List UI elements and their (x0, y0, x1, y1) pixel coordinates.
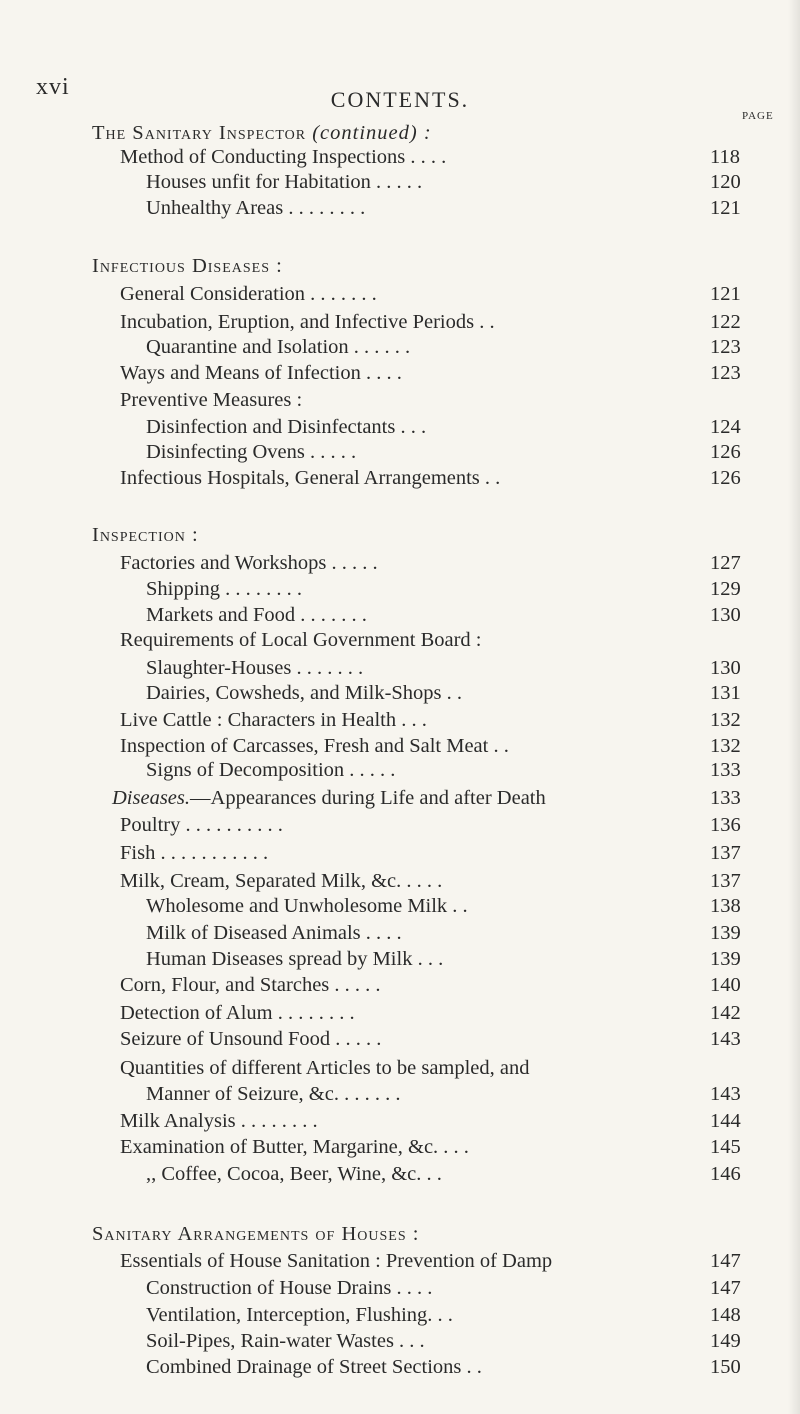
entry-title-text: ,, Coffee, Cocoa, Beer, Wine, &c. . . (146, 1163, 442, 1185)
entry-title-text: Manner of Seizure, &c. . . . . . . (146, 1083, 401, 1105)
entry-title-text: Combined Drainage of Street Sections . . (146, 1356, 482, 1378)
entry-title (146, 757, 395, 784)
entry-title-text: Houses unfit for Habitation . . . . . (146, 171, 423, 193)
entry-page-number: 143 (710, 1028, 741, 1050)
entry-title (112, 785, 546, 812)
entry-title-text: The Sanitary Inspector (92, 122, 313, 144)
entry-title-text: Incubation, Eruption, and Infective Periods . . (120, 311, 495, 333)
contents-entry (0, 144, 800, 171)
entry-title (120, 281, 377, 308)
contents-entry (0, 812, 800, 839)
entry-title (146, 602, 367, 629)
entry-title (120, 1000, 355, 1027)
contents-entry (0, 1055, 800, 1082)
entry-title (146, 946, 443, 973)
entry-title (120, 707, 427, 734)
entry-title (120, 1108, 318, 1135)
entry-title-text: Inspection of Carcasses, Fresh and Salt Meat . . (120, 735, 509, 757)
entry-page-number: 136 (710, 814, 741, 836)
entry-page-number: 133 (710, 759, 741, 781)
entry-title-text: Soil-Pipes, Rain-water Wastes . . . (146, 1330, 425, 1352)
entry-page-number: 127 (710, 552, 741, 574)
entry-title-text: Fish . . . . . . . . . . . (120, 842, 269, 864)
entry-page-number: 139 (710, 948, 741, 970)
entry-title (146, 334, 410, 361)
entry-title (120, 465, 500, 492)
contents-section-heading (0, 120, 800, 147)
entry-title (146, 1275, 432, 1302)
entry-title (120, 387, 302, 414)
contents-entry (0, 309, 800, 336)
entry-title-text: Signs of Decomposition . . . . . (146, 759, 396, 781)
entry-page-number: 121 (710, 197, 741, 219)
entry-title (92, 522, 199, 549)
contents-entry (0, 1134, 800, 1161)
entry-title-text: Disinfection and Disinfectants . . . (146, 416, 427, 438)
entry-title (146, 1328, 425, 1355)
entry-title (120, 360, 402, 387)
entry-title-text: Milk of Diseased Animals . . . . (146, 922, 402, 944)
entry-title (120, 972, 381, 999)
entry-page-number: 120 (710, 171, 741, 193)
entry-title-suffix: —Appearances during Life and after Death (190, 787, 546, 809)
contents-entry (0, 868, 800, 895)
entry-title (146, 1161, 442, 1188)
contents-entry (0, 1328, 800, 1355)
entry-title-text: Inspection : (92, 524, 199, 546)
contents-entry (0, 550, 800, 577)
entry-page-number: 129 (710, 578, 741, 600)
entry-title (120, 550, 378, 577)
entry-title (146, 920, 402, 947)
contents-entry (0, 680, 800, 707)
entry-page-number: 138 (710, 895, 741, 917)
contents-entry (0, 281, 800, 308)
contents-entry (0, 1026, 800, 1053)
entry-title-text: Infectious Hospitals, General Arrangements . . (120, 467, 501, 489)
contents-entry (0, 920, 800, 947)
contents-entry (0, 1248, 800, 1275)
contents-entry (0, 785, 800, 812)
entry-title (146, 414, 426, 441)
entry-title-text: Shipping . . . . . . . . (146, 578, 303, 600)
entry-title-text: Disinfecting Ovens . . . . . (146, 441, 357, 463)
entry-title-text: Requirements of Local Government Board : (120, 629, 482, 651)
running-head: CONTENTS. (330, 87, 470, 112)
entry-title-text: Milk Analysis . . . . . . . . (120, 1110, 318, 1132)
entry-page-number: 132 (710, 709, 741, 731)
page-column-label: PAGE (742, 110, 774, 122)
entry-page-number: 140 (710, 974, 741, 996)
entry-title (146, 655, 363, 682)
contents-entry (0, 602, 800, 629)
entry-page-number: 145 (710, 1136, 741, 1158)
contents-entry (0, 576, 800, 603)
page-folio: xvi (36, 74, 70, 100)
entry-title-text: Seizure of Unsound Food . . . . . (120, 1028, 382, 1050)
contents-section-heading (0, 522, 800, 549)
entry-title (146, 1302, 453, 1329)
entry-title-text: Ways and Means of Infection . . . . (120, 362, 402, 384)
contents-entry (0, 707, 800, 734)
entry-title-text: Ventilation, Interception, Flushing. . . (146, 1304, 453, 1326)
entry-page-number: 143 (710, 1083, 741, 1105)
contents-entry (0, 1081, 800, 1108)
entry-title (120, 812, 283, 839)
entry-page-number: 137 (710, 842, 741, 864)
entry-title-text: Corn, Flour, and Starches . . . . . (120, 974, 381, 996)
contents-entry (0, 169, 800, 196)
entry-title (146, 576, 302, 603)
entry-title (120, 1134, 469, 1161)
entry-title (146, 439, 356, 466)
contents-entry (0, 972, 800, 999)
entry-title (120, 309, 495, 336)
contents-entry (0, 414, 800, 441)
contents-entry (0, 1302, 800, 1329)
contents-section-heading (0, 1221, 800, 1248)
entry-page-number: 122 (710, 311, 741, 333)
entry-title (146, 1354, 482, 1381)
entry-title-text: Quarantine and Isolation . . . . . . (146, 336, 411, 358)
entry-title (120, 1248, 552, 1275)
entry-page-number: 124 (710, 416, 741, 438)
entry-title (120, 144, 446, 171)
entry-title-text: Examination of Butter, Margarine, &c. . . . (120, 1136, 469, 1158)
entry-title-text: Detection of Alum . . . . . . . . (120, 1002, 355, 1024)
entry-title-text: Wholesome and Unwholesome Milk . . (146, 895, 468, 917)
entry-page-number: 139 (710, 922, 741, 944)
entry-title-text: Sanitary Arrangements of Houses : (92, 1223, 420, 1245)
entry-title (146, 893, 468, 920)
contents-entry (0, 1275, 800, 1302)
page-edge-shadow (788, 0, 800, 1414)
entry-page-number: 123 (710, 362, 741, 384)
contents-entry (0, 1000, 800, 1027)
contents-entry (0, 360, 800, 387)
entry-page-number: 132 (710, 735, 741, 757)
contents-entry (0, 1161, 800, 1188)
entry-page-number: 144 (710, 1110, 741, 1132)
entry-title-text: Human Diseases spread by Milk . . . (146, 948, 444, 970)
entry-page-number: 126 (710, 467, 741, 489)
contents-entry (0, 655, 800, 682)
entry-page-number: 147 (710, 1277, 741, 1299)
contents-section-heading (0, 253, 800, 280)
contents-entry (0, 439, 800, 466)
entry-title-text: Preventive Measures : (120, 389, 303, 411)
entry-page-number: 133 (710, 787, 741, 809)
contents-entry (0, 387, 800, 414)
entry-title (146, 169, 422, 196)
entry-title-text: Markets and Food . . . . . . . (146, 604, 367, 626)
entry-page-number: 130 (710, 604, 741, 626)
entry-title-text: General Consideration . . . . . . . (120, 283, 377, 305)
contents-entry (0, 757, 800, 784)
entry-title-text: Infectious Diseases : (92, 255, 283, 277)
contents-entry (0, 840, 800, 867)
entry-page-number: 146 (710, 1163, 741, 1185)
entry-title-text: Quantities of different Articles to be sampled, and (120, 1057, 530, 1079)
entry-title-suffix: (continued) : (312, 122, 432, 144)
entry-title (120, 840, 268, 867)
entry-title-text: Live Cattle : Characters in Health . . . (120, 709, 427, 731)
entry-title (146, 195, 365, 222)
entry-title-text: Milk, Cream, Separated Milk, &c. . . . . (120, 870, 443, 892)
entry-page-number: 150 (710, 1356, 741, 1378)
entry-page-number: 131 (710, 682, 741, 704)
entry-page-number: 123 (710, 336, 741, 358)
contents-entry (0, 627, 800, 654)
contents-entry (0, 733, 800, 760)
entry-title-text: Essentials of House Sanitation : Prevention of Damp (120, 1250, 553, 1272)
entry-page-number: 118 (710, 146, 740, 168)
contents-entry (0, 1108, 800, 1135)
entry-title-text: Slaughter-Houses . . . . . . . (146, 657, 364, 679)
entry-page-number: 121 (710, 283, 741, 305)
contents-entry (0, 946, 800, 973)
contents-entry (0, 334, 800, 361)
entry-page-number: 147 (710, 1250, 741, 1272)
entry-page-number: 137 (710, 870, 741, 892)
entry-page-number: 142 (710, 1002, 741, 1024)
entry-page-number: 130 (710, 657, 741, 679)
entry-title (120, 1026, 381, 1053)
entry-title-text: Factories and Workshops . . . . . (120, 552, 378, 574)
contents-entry (0, 1354, 800, 1381)
entry-title (146, 680, 462, 707)
entry-title (92, 1221, 419, 1248)
entry-title-text: Construction of House Drains . . . . (146, 1277, 433, 1299)
entry-page-number: 149 (710, 1330, 741, 1352)
entry-title (120, 733, 509, 760)
entry-title-text: Unhealthy Areas . . . . . . . . (146, 197, 366, 219)
entry-title-text: Method of Conducting Inspections . . . . (120, 146, 447, 168)
entry-title (92, 253, 283, 280)
entry-title (120, 868, 442, 895)
contents-entry (0, 465, 800, 492)
entry-title-text: Dairies, Cowsheds, and Milk-Shops . . (146, 682, 463, 704)
entry-title (120, 1055, 530, 1082)
entry-page-number: 126 (710, 441, 741, 463)
entry-title (92, 120, 432, 147)
entry-title-text: Poultry . . . . . . . . . . (120, 814, 283, 836)
entry-title-text: Diseases. (112, 787, 191, 809)
contents-entry (0, 893, 800, 920)
entry-page-number: 148 (710, 1304, 741, 1326)
contents-entry (0, 195, 800, 222)
entry-title (146, 1081, 400, 1108)
entry-title (120, 627, 482, 654)
